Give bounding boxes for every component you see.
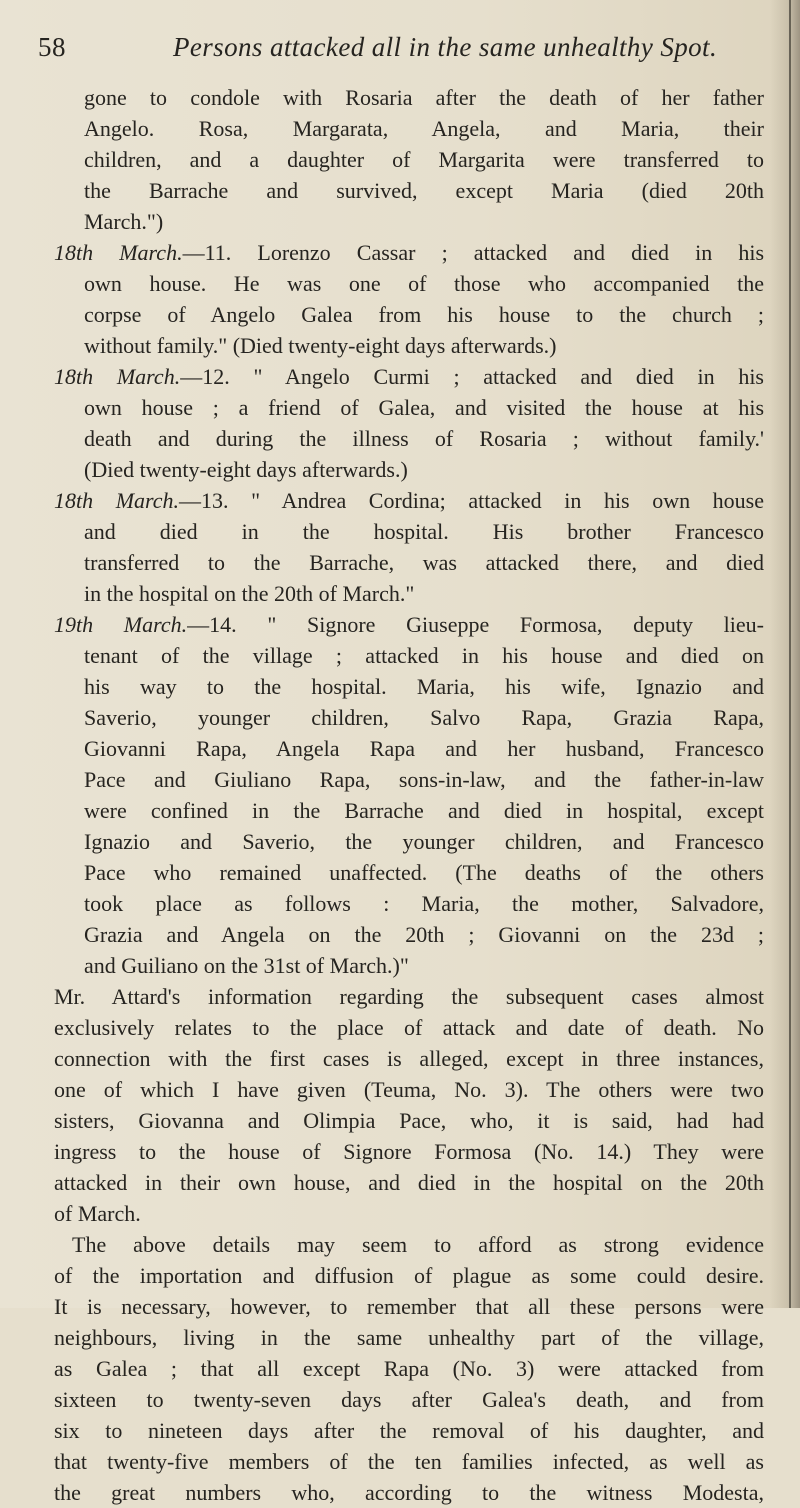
text-line: took place as follows : Maria, the mother, Salvadore,: [84, 891, 764, 916]
text-line: connection with the first cases is alleged, except in three instances,: [54, 1046, 764, 1071]
text-line: of March.: [54, 1201, 141, 1226]
text-line: own house ; a friend of Galea, and visited the house at his: [84, 395, 764, 420]
text-line: the Barrache and survived, except Maria (died 20th: [84, 178, 764, 203]
text-line: tenant of the village ; attacked in his house and died on: [84, 643, 764, 668]
paragraph-case-13: [54, 485, 764, 609]
text-line: ingress to the house of Signore Formosa (No. 14.) They were: [54, 1139, 764, 1164]
text-line: one of which I have given (Teuma, No. 3). The others were two: [54, 1077, 764, 1102]
text-line: corpse of Angelo Galea from his house to the church ;: [84, 302, 764, 327]
text-line: Pace who remained unaffected. (The deaths of the others: [84, 860, 764, 885]
text-line: Grazia and Angela on the 20th ; Giovanni on the 23d ;: [84, 922, 764, 947]
text-line: death and during the illness of Rosaria ; without family.': [84, 426, 764, 451]
text-line: six to nineteen days after the removal of his daughter, and: [54, 1418, 764, 1443]
text-line: gone to condole with Rosaria after the death of her father: [84, 85, 764, 110]
case-date: 18th March.: [54, 364, 181, 389]
text-line: (Died twenty-eight days afterwards.): [84, 457, 408, 482]
text-line: as Galea ; that all except Rapa (No. 3) were attacked from: [54, 1356, 764, 1381]
text-line: It is necessary, however, to remember that all these persons were: [54, 1294, 764, 1319]
body-text: [54, 82, 765, 1508]
text-line: that twenty-five members of the ten families infected, as well as: [54, 1449, 764, 1474]
text-line: March."): [84, 209, 164, 234]
page-number: 58: [38, 32, 66, 62]
text-line: Giovanni Rapa, Angela Rapa and her husband, Francesco: [84, 736, 764, 761]
page-edge-line: [789, 0, 791, 1308]
text-line: his way to the hospital. Maria, his wife, Ignazio and: [84, 674, 764, 699]
text-line: neighbours, living in the same unhealthy part of the village,: [54, 1325, 764, 1350]
text-line: sisters, Giovanna and Olimpia Pace, who, it is said, had had: [54, 1108, 764, 1133]
text-line: Angelo. Rosa, Margarata, Angela, and Maria, their: [84, 116, 764, 141]
case-text: —13. " Andrea Cordina; attacked in his own house: [179, 488, 764, 513]
running-head: [38, 32, 758, 72]
header-title: Persons attacked all in the same unhealthy Spot.: [173, 32, 718, 62]
paragraph-case-12: [54, 361, 764, 485]
text-line: and died in the hospital. His brother Francesco: [84, 519, 764, 544]
text-line: [54, 361, 764, 392]
case-text: —14. " Signore Giuseppe Formosa, deputy lieu-: [187, 612, 764, 637]
paragraph-above-details: [54, 1229, 764, 1508]
text-line: [54, 485, 764, 516]
text-line: of the importation and diffusion of plague as some could desire.: [54, 1263, 764, 1288]
case-date: 18th March.: [54, 488, 180, 513]
text-line: own house. He was one of those who accompanied the: [84, 271, 764, 296]
text-line: children, and a daughter of Margarita were transferred to: [84, 147, 764, 172]
page-edge-shadow: [770, 0, 800, 1308]
text-line: in the hospital on the 20th of March.": [84, 581, 415, 606]
case-text: —11. Lorenzo Cassar ; attacked and died in his: [182, 240, 765, 265]
case-text: —12. " Angelo Curmi ; attacked and died in his: [180, 364, 764, 389]
text-line: The above details may seem to afford as strong evidence: [72, 1232, 764, 1257]
text-line: Mr. Attard's information regarding the subsequent cases almost: [54, 984, 764, 1009]
paragraph-continuation: [84, 82, 764, 237]
text-line: the great numbers who, according to the witness Modesta,: [54, 1480, 764, 1505]
paragraph-case-11: [54, 237, 765, 361]
text-line: exclusively relates to the place of attack and date of death. No: [54, 1015, 764, 1040]
paragraph-attard: [54, 981, 764, 1229]
text-line: Pace and Giuliano Rapa, sons-in-law, and the father-in-law: [84, 767, 764, 792]
text-line: [54, 609, 764, 640]
text-line: Ignazio and Saverio, the younger children, and Francesco: [84, 829, 764, 854]
text-line: and Guiliano on the 31st of March.)": [84, 953, 409, 978]
text-line: [54, 237, 764, 268]
case-date: 19th March.: [54, 612, 188, 637]
text-line: transferred to the Barrache, was attacked there, and died: [84, 550, 764, 575]
paragraph-case-14: [54, 609, 764, 981]
text-line: Saverio, younger children, Salvo Rapa, Grazia Rapa,: [84, 705, 764, 730]
text-line: sixteen to twenty-seven days after Galea's death, and from: [54, 1387, 764, 1412]
text-line: without family." (Died twenty-eight days afterwards.): [84, 333, 557, 358]
case-date: 18th March.: [54, 240, 183, 265]
text-line: attacked in their own house, and died in the hospital on the 20th: [54, 1170, 764, 1195]
text-line: were confined in the Barrache and died in hospital, except: [84, 798, 764, 823]
